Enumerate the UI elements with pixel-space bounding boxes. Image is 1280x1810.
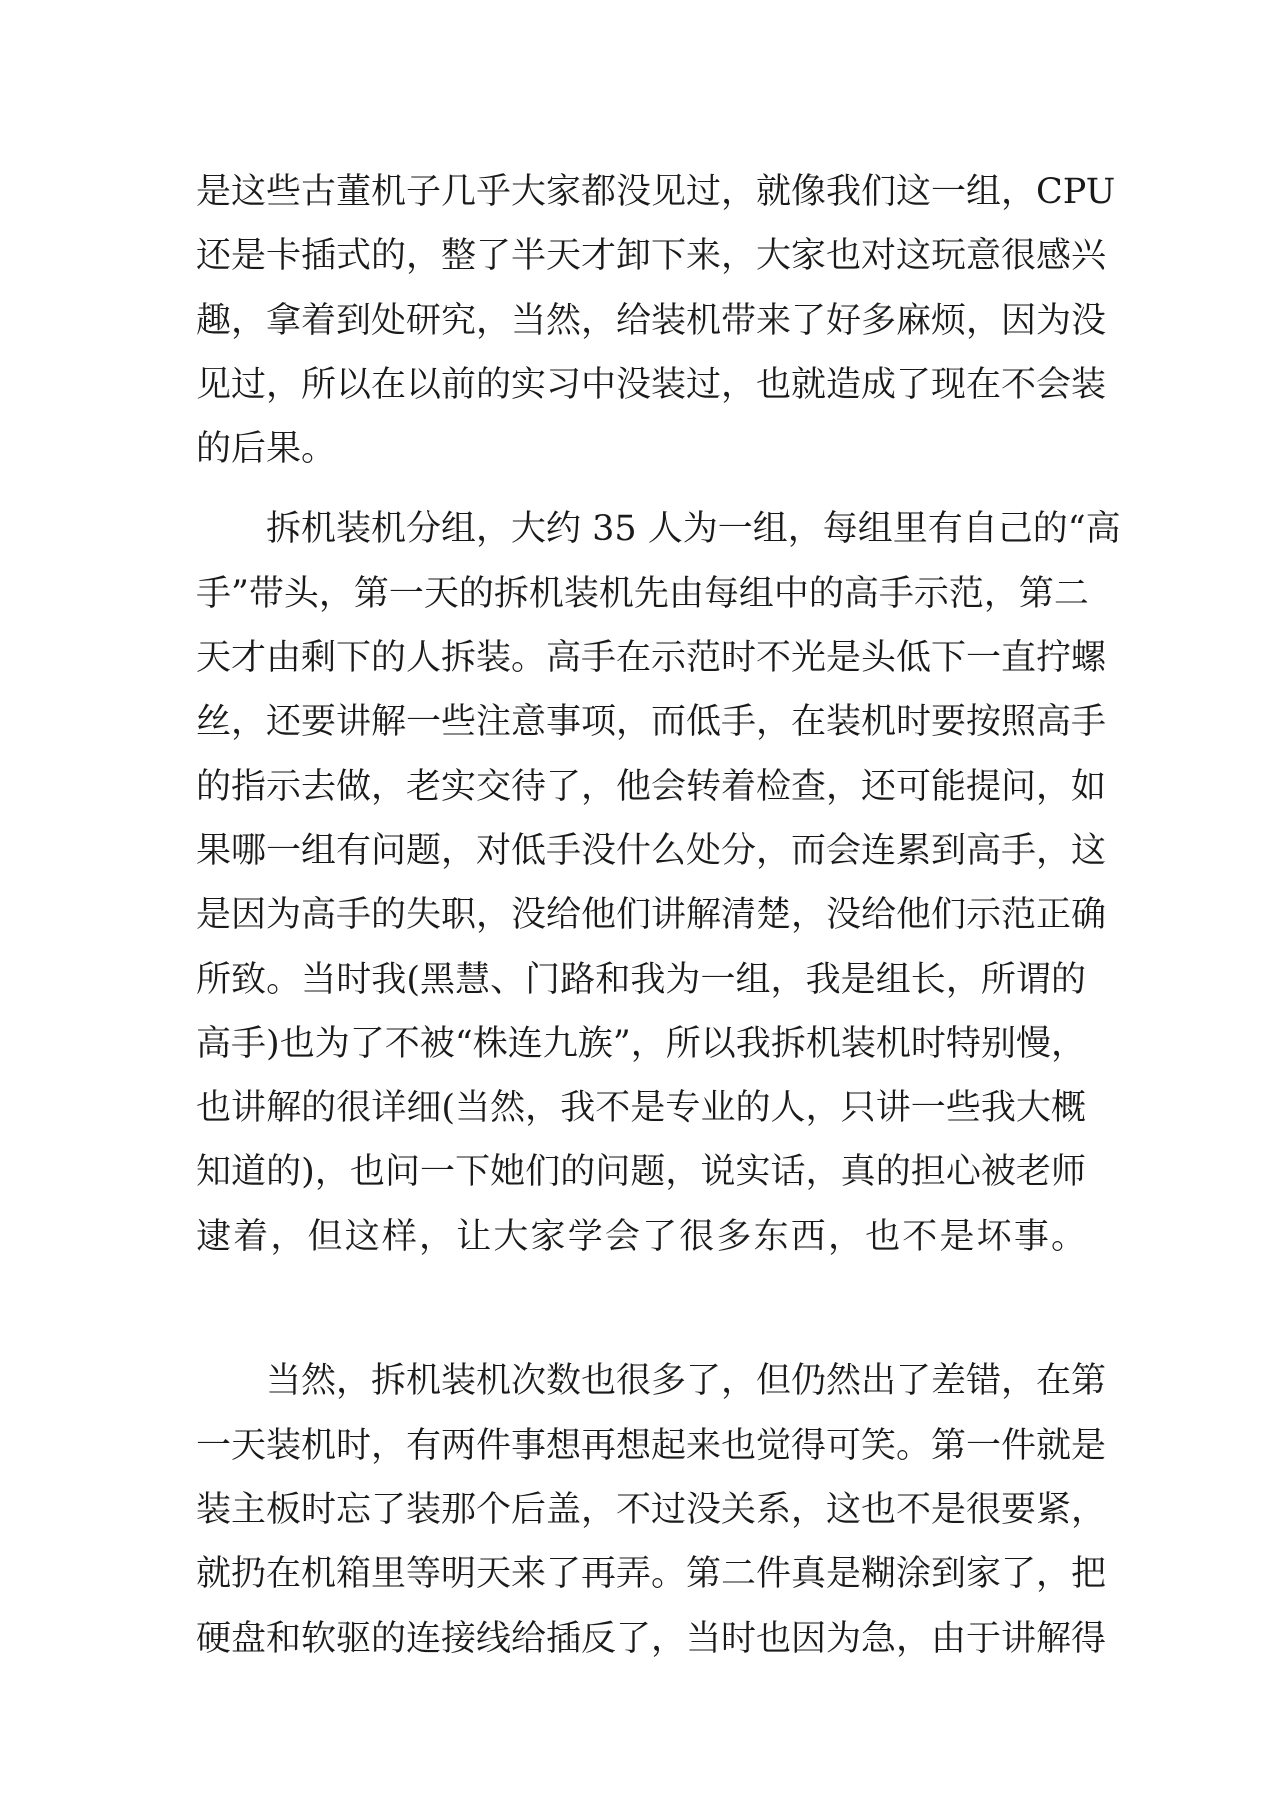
paragraph-3: [196, 1349, 1107, 1670]
paragraph-spacer: [196, 481, 1086, 497]
text-line: 硬盘和软驱的连接线给插反了，当时也因为急，由于讲解得: [196, 1618, 1107, 1659]
text-line: 手”带头，第一天的拆机装机先由每组中的高手示范，第二: [196, 573, 1089, 614]
text-line: 知道的)，也问一下她们的问题，说实话，真的担心被老师: [196, 1152, 1086, 1193]
text-line: 丝，还要讲解一些注意事项，而低手，在装机时要按照高手: [196, 702, 1107, 743]
text-line: 当然，拆机装机次数也很多了，但仍然出了差错，在第: [266, 1361, 1107, 1402]
text-line: 见过，所以在以前的实习中没装过，也就造成了现在不会装: [196, 364, 1107, 405]
text-line: 高手)也为了不被“株连九族”，所以我拆机装机时特别慢，: [196, 1023, 1086, 1064]
text-line: 的后果。: [196, 429, 337, 470]
text-line: 所致。当时我(黑慧、门路和我为一组，我是组长，所谓的: [196, 959, 1086, 1000]
text-line: 也讲解的很详细(当然，我不是专业的人，只讲一些我大概: [196, 1088, 1086, 1129]
paragraph-spacer: [196, 1333, 1086, 1349]
text-line: 是这些古董机子几乎大家都没见过，就像我们这一组，CPU: [196, 172, 1116, 212]
text-line: 还是卡插式的，整了半天才卸下来，大家也对这玩意很感兴: [196, 236, 1107, 277]
text-line: [196, 1269, 1086, 1333]
paragraph-2: [196, 497, 1121, 1333]
paragraph-1: [196, 160, 1116, 481]
text-line: 拆机装机分组，大约 35 人为一组，每组里有自己的“高: [266, 509, 1121, 550]
text-line: 装主板时忘了装那个后盖，不过没关系，这也不是很要紧，: [196, 1489, 1107, 1530]
text-line: 的指示去做，老实交待了，他会转着检查，还可能提问，如: [196, 766, 1107, 807]
text-line: 逮着，但这样，让大家学会了很多东西，也不是坏事。: [196, 1216, 1086, 1257]
text-line: 趣，拿着到处研究，当然，给装机带来了好多麻烦，因为没: [196, 300, 1107, 341]
text-line: 一天装机时，有两件事想再想起来也觉得可笑。第一件就是: [196, 1425, 1107, 1466]
body-text: [196, 160, 1121, 1671]
text-line: 果哪一组有问题，对低手没什么处分，而会连累到高手，这: [196, 830, 1107, 871]
text-line: 天才由剩下的人拆装。高手在示范时不光是头低下一直拧螺: [196, 638, 1107, 679]
text-line: 是因为高手的失职，没给他们讲解清楚，没给他们示范正确: [196, 895, 1107, 936]
text-line: 就扔在机箱里等明天来了再弄。第二件真是糊涂到家了，把: [196, 1554, 1107, 1595]
